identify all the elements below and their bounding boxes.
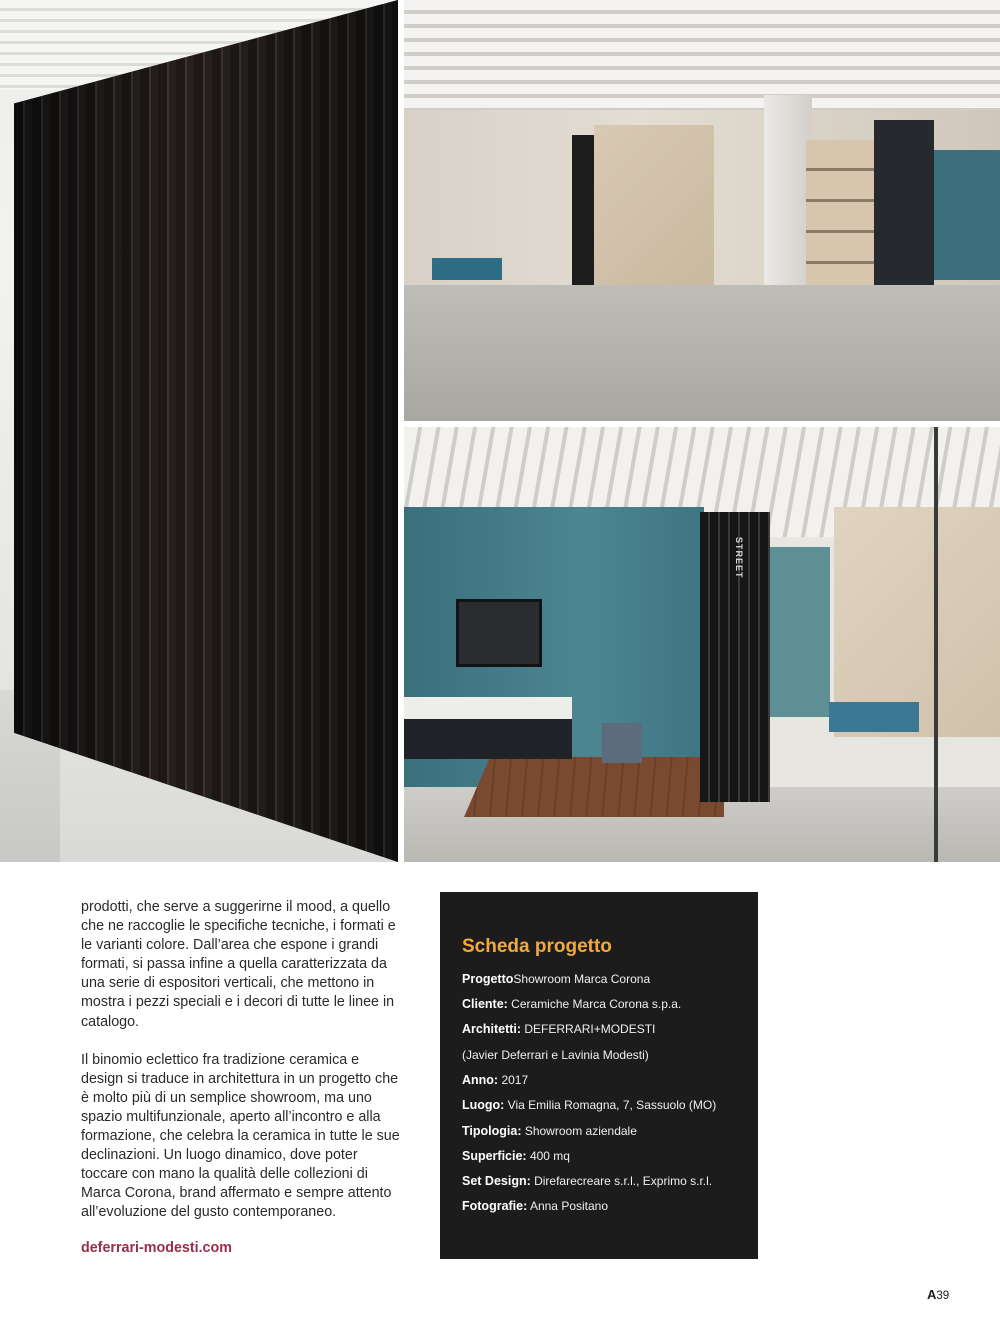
info-value: 2017: [498, 1073, 529, 1087]
dark-block: [874, 120, 934, 310]
floor: [404, 285, 1000, 421]
back-room: [770, 547, 830, 717]
info-row-luogo: [462, 1098, 716, 1112]
website-link[interactable]: deferrari-modesti.com: [81, 1240, 232, 1256]
wood-floor: [464, 757, 724, 817]
vanity-base: [404, 719, 572, 759]
info-label: Superficie:: [462, 1149, 527, 1163]
street-label: STREET: [734, 537, 744, 579]
info-row-fotografie: [462, 1199, 608, 1213]
box-title: Scheda progetto: [462, 936, 612, 957]
info-value: (Javier Deferrari e Lavinia Modesti): [462, 1048, 649, 1062]
info-row-set-design: [462, 1174, 712, 1188]
photo-showroom-interior: [404, 0, 1000, 421]
dark-panel: [572, 135, 594, 305]
vanity-top: [404, 697, 572, 719]
info-label: Architetti:: [462, 1022, 522, 1036]
slats-shading: [14, 0, 398, 862]
info-row-anno: [462, 1073, 528, 1087]
page-letter: A: [927, 1287, 937, 1302]
photo-slat-installation: [0, 0, 398, 862]
info-row-progetto: [462, 972, 650, 986]
info-value: Via Emilia Romagna, 7, Sassuolo (MO): [504, 1098, 717, 1112]
info-value: Showroom Marca Corona: [513, 972, 651, 986]
blue-bench: [432, 258, 502, 280]
info-row-cliente: [462, 997, 681, 1011]
info-label: Tipologia:: [462, 1124, 522, 1138]
blue-cubes: [829, 702, 919, 732]
pouf: [602, 723, 642, 763]
info-label: Luogo:: [462, 1098, 505, 1112]
page-num: 39: [936, 1290, 950, 1302]
info-row-tipologia: [462, 1124, 637, 1138]
info-label: Fotografie:: [462, 1199, 528, 1213]
info-label: Progetto: [462, 972, 514, 986]
info-row-superficie: [462, 1149, 570, 1163]
info-value: Anna Positano: [527, 1199, 609, 1213]
mirror: [456, 599, 542, 667]
info-value: DEFERRARI+MODESTI: [521, 1022, 656, 1036]
photo-bathroom-display: [404, 427, 1000, 862]
info-value: Ceramiche Marca Corona s.p.a.: [507, 997, 682, 1011]
info-label: Cliente:: [462, 997, 508, 1011]
paragraph-1: prodotti, che serve a suggerirne il mood, a quello che ne raccoglie le specifiche tecniche, i formati e le varianti colore. Dall’area che espone i grandi formati, si passa infine a quella caratterizzata da una serie di espositori verticali, che mettono in mostra i pezzi speciali e i decori di tutte le linee in catalogo.: [81, 899, 396, 1030]
info-row-architetti-names: [462, 1048, 649, 1062]
info-value: Showroom aziendale: [521, 1124, 637, 1138]
info-label: Anno:: [462, 1073, 499, 1087]
glass-partition-frame: [934, 427, 938, 862]
info-row-architetti: [462, 1022, 655, 1036]
info-label: Set Design:: [462, 1174, 531, 1188]
article-body: [81, 898, 401, 1223]
page-number: [927, 1287, 949, 1302]
teal-wall: [934, 150, 1000, 280]
info-value: Direfarecreare s.r.l., Exprimo s.r.l.: [530, 1174, 713, 1188]
info-value: 400 mq: [526, 1149, 570, 1163]
paragraph-2: Il binomio eclettico fra tradizione ceramica e design si traduce in architettura in un progetto che è molto più di un semplice showroom, ma uno spazio multifunzionale, aperto all’incontro e alla formazione, che celebra la ceramica in tutte le sue declinazioni. Un luogo dinamico, dove poter toccare con mano la qualità delle collezioni di Marca Corona, brand affermato e sempre attento all’evoluzione del gusto contemporaneo.: [81, 1051, 400, 1221]
project-info-box: [440, 892, 758, 1259]
